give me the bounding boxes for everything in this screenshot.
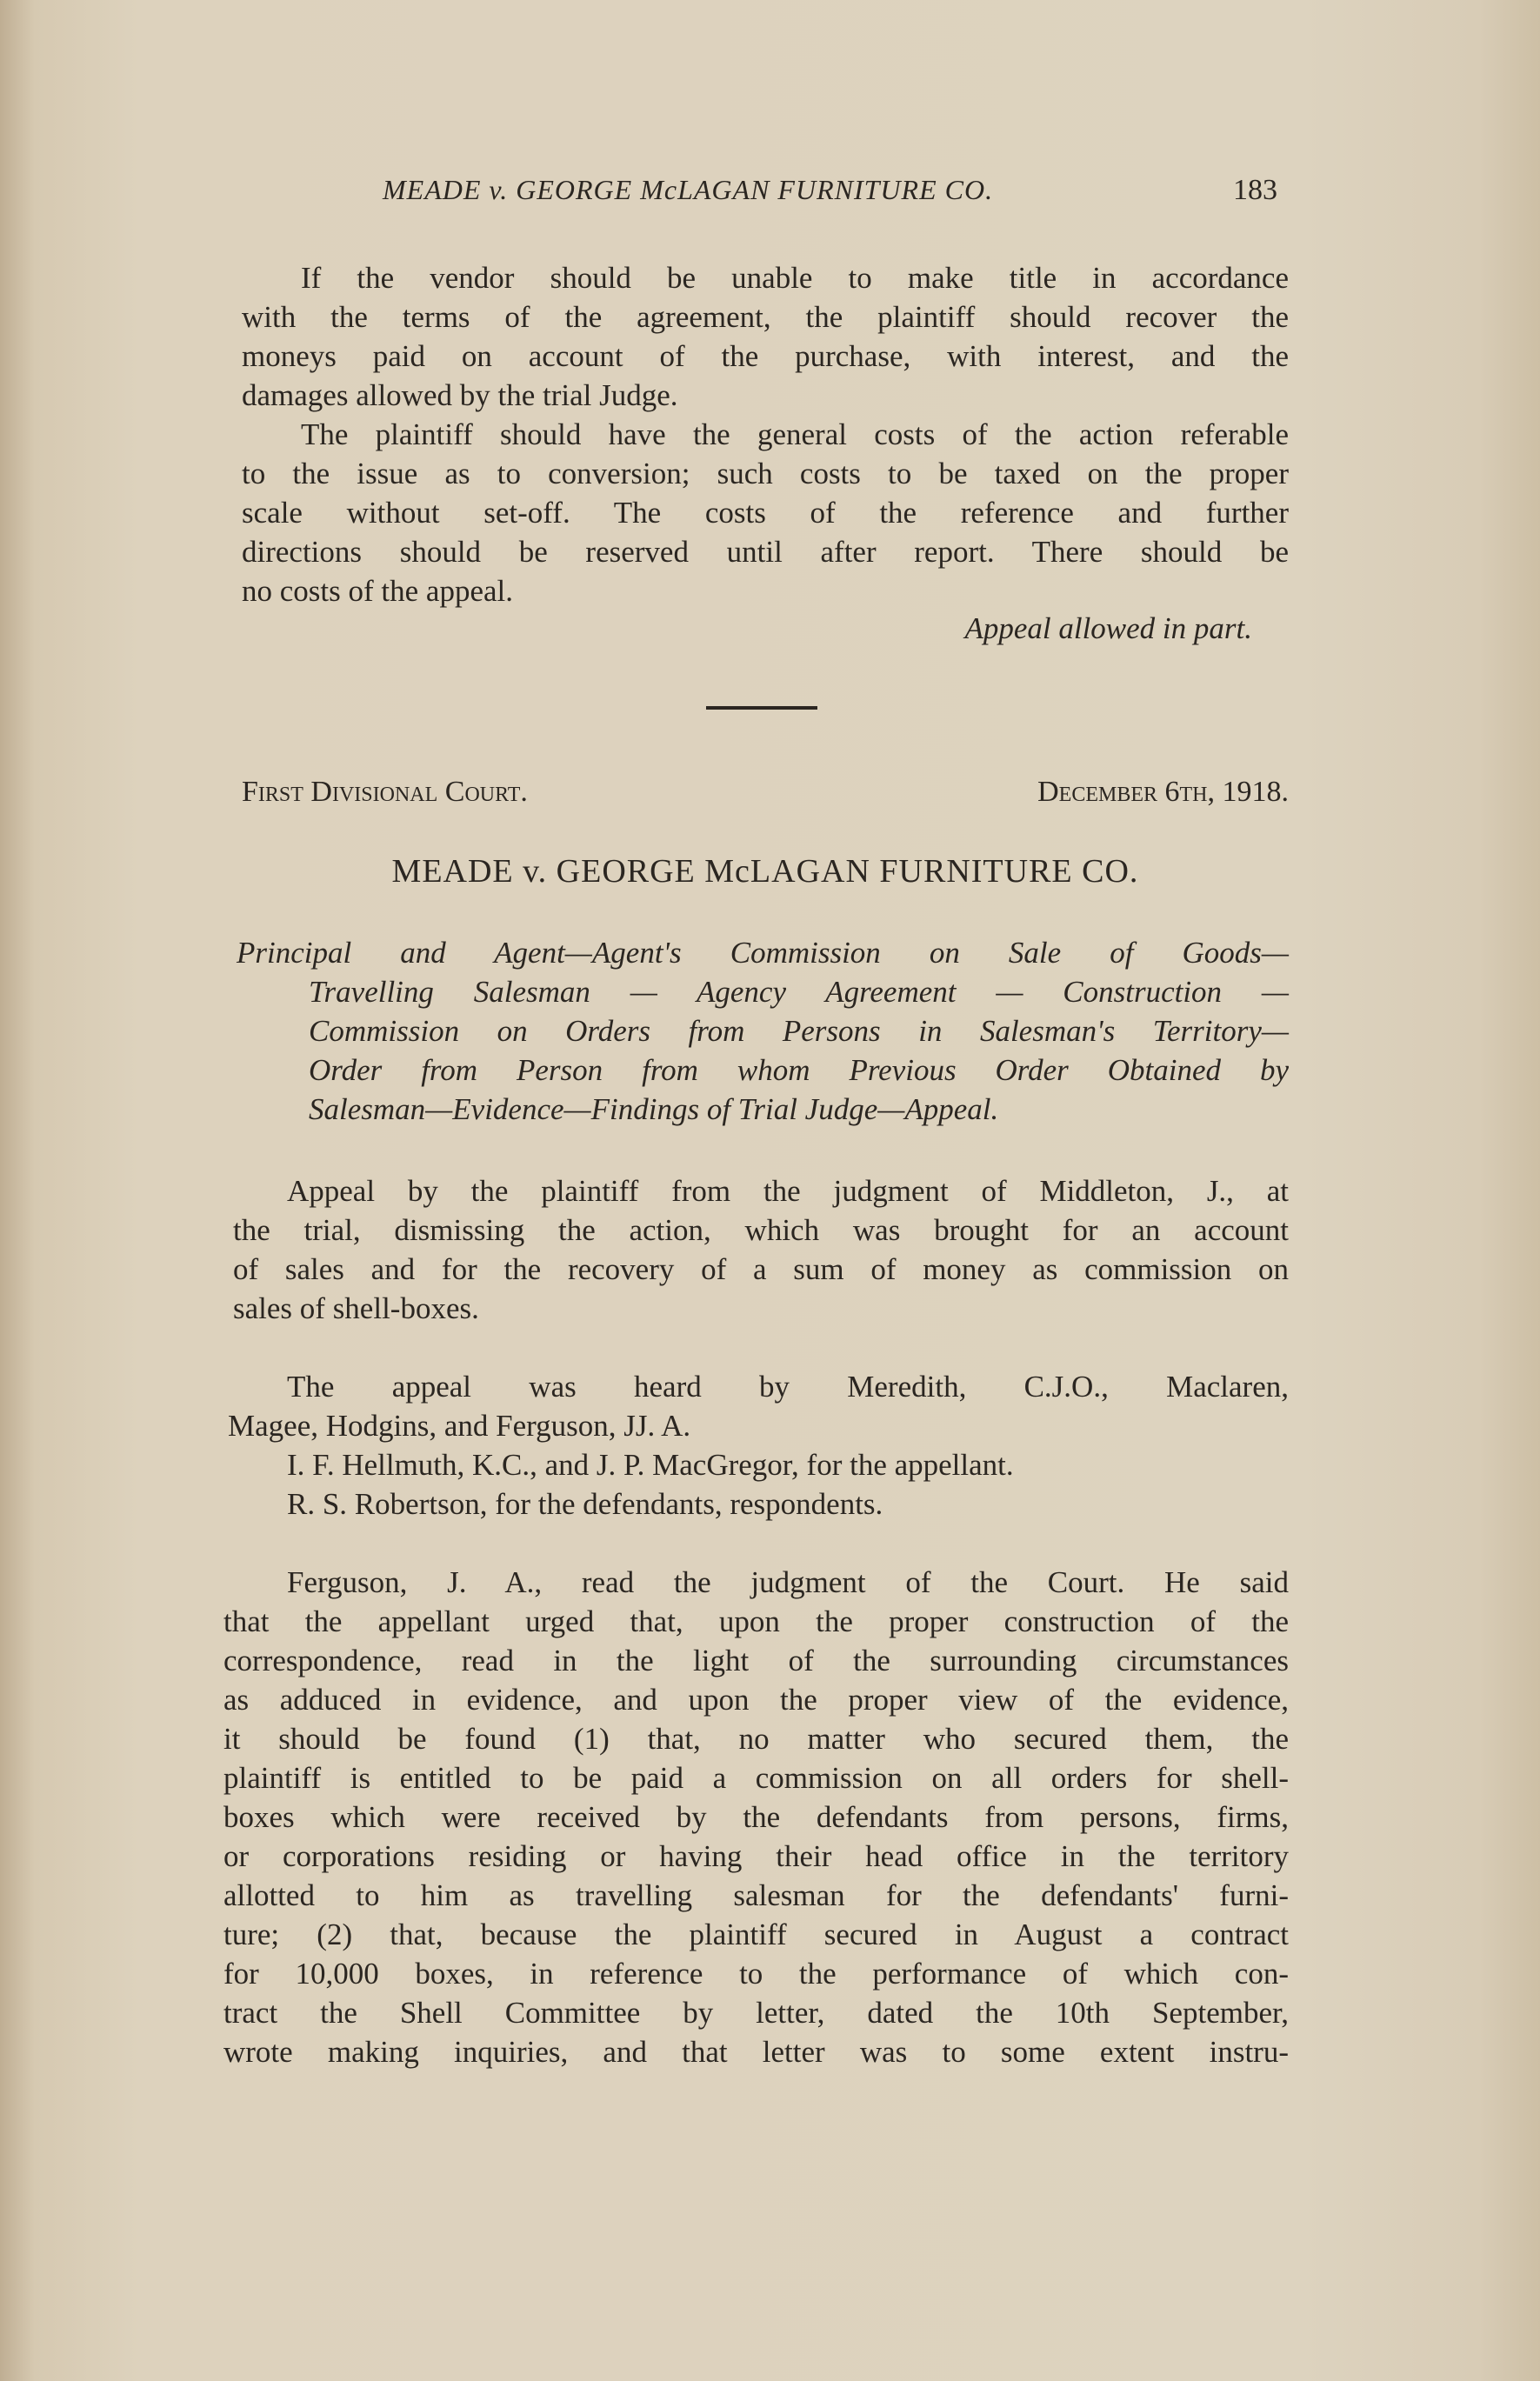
body-line: Ferguson, J. A., read the judgment of the Court. He said: [287, 1565, 1289, 1599]
body-line: no costs of the appeal.: [242, 574, 513, 608]
body-line: it should be found (1) that, no matter who secured them, the: [223, 1722, 1289, 1756]
body-line: sales of shell-boxes.: [233, 1291, 479, 1325]
body-line: ture; (2) that, because the plaintiff secured in August a contract: [223, 1917, 1289, 1951]
body-line: scale without set-off. The costs of the reference and further: [242, 496, 1289, 530]
body-line: boxes which were received by the defendants from persons, firms,: [223, 1800, 1289, 1834]
body-line: Appeal by the plaintiff from the judgment of Middleton, J., at: [287, 1174, 1289, 1208]
page-number: 183: [1233, 174, 1277, 206]
section-divider: [706, 706, 817, 710]
body-line: plaintiff is entitled to be paid a commission on all orders for shell-: [223, 1761, 1289, 1795]
body-line: for 10,000 boxes, in reference to the performance of which con-: [223, 1957, 1289, 1991]
body-line: of sales and for the recovery of a sum of money as commission on: [233, 1252, 1289, 1286]
body-line: correspondence, read in the light of the surrounding circumstances: [223, 1644, 1289, 1677]
body-line: If the vendor should be unable to make title in accordance: [301, 261, 1289, 295]
body-line: or corporations residing or having their head office in the territory: [223, 1839, 1289, 1873]
body-line: moneys paid on account of the purchase, with interest, and the: [242, 339, 1289, 373]
body-line: allotted to him as travelling salesman for the defendants' furni-: [223, 1878, 1289, 1912]
body-line: that the appellant urged that, upon the proper construction of the: [223, 1604, 1289, 1638]
counsel-line: I. F. Hellmuth, K.C., and J. P. MacGregor, for the appellant.: [287, 1448, 1014, 1482]
body-line: with the terms of the agreement, the plaintiff should recover the: [242, 300, 1289, 334]
court-name: First Divisional Court.: [242, 776, 528, 808]
body-line: directions should be reserved until after report. There should be: [242, 535, 1289, 569]
body-line: as adduced in evidence, and upon the proper view of the evidence,: [223, 1683, 1289, 1717]
case-title: MEADE v. GEORGE McLAGAN FURNITURE CO.: [391, 853, 1139, 890]
body-line: wrote making inquiries, and that letter was to some extent instru-: [223, 2035, 1289, 2069]
catchwords-line: Commission on Orders from Persons in Salesman's Territory—: [309, 1014, 1289, 1048]
body-line: The appeal was heard by Meredith, C.J.O., Maclaren,: [287, 1370, 1289, 1404]
body-line: to the issue as to conversion; such costs to be taxed on the proper: [242, 457, 1289, 490]
catchwords-line: Salesman—Evidence—Findings of Trial Judge—Appeal.: [309, 1092, 999, 1126]
body-line: tract the Shell Committee by letter, dated the 10th September,: [223, 1996, 1289, 2030]
body-line: damages allowed by the trial Judge.: [242, 378, 678, 412]
body-line: The plaintiff should have the general costs of the action referable: [301, 417, 1289, 451]
catchwords-line: Travelling Salesman — Agency Agreement — Construction —: [309, 975, 1289, 1009]
catchwords-line: Principal and Agent—Agent's Commission on Sale of Goods—: [237, 936, 1289, 970]
disposition: Appeal allowed in part.: [964, 611, 1252, 645]
body-line: Magee, Hodgins, and Ferguson, JJ. A.: [228, 1409, 691, 1443]
catchwords-line: Order from Person from whom Previous Order Obtained by: [309, 1053, 1289, 1087]
body-line: the trial, dismissing the action, which was brought for an account: [233, 1213, 1289, 1247]
counsel-line: R. S. Robertson, for the defendants, respondents.: [287, 1487, 883, 1521]
running-title: MEADE v. GEORGE McLAGAN FURNITURE CO.: [383, 174, 994, 205]
decision-date: December 6th, 1918.: [1037, 776, 1289, 808]
